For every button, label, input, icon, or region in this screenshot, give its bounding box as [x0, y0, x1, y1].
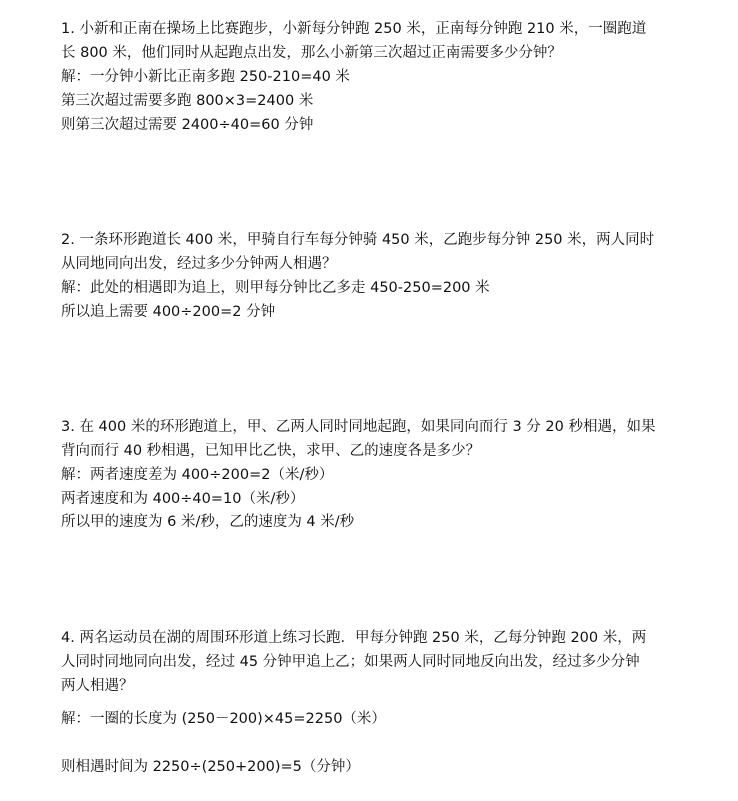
problem-3-question-line-1: 3. 在 400 米的环形跑道上，甲、乙两人同时同地起跑，如果同向而行 3 分 20 秒相遇，如果: [61, 419, 656, 435]
problem-1-solution-line-3: 则第三次超过需要 2400÷40=60 分钟: [61, 117, 314, 133]
problem-4-question-line-2: 人同时同地同向出发，经过 45 分钟甲追上乙；如果两人同时同地反向出发，经过多少分钟: [61, 654, 640, 670]
problem-3-solution-line-2: 两者速度和为 400÷40=10（米/秒）: [61, 491, 305, 507]
problem-3-solution-line-3: 所以甲的速度为 6 米/秒，乙的速度为 4 米/秒: [61, 514, 355, 530]
problem-2-solution-line-2: 所以追上需要 400÷200=2 分钟: [61, 304, 276, 320]
problem-1-question-line-1: 1. 小新和正南在操场上比赛跑步，小新每分钟跑 250 米，正南每分钟跑 210 米，一圈跑道: [61, 21, 647, 37]
problem-2-question-line-1: 2. 一条环形跑道长 400 米，甲骑自行车每分钟骑 450 米，乙跑步每分钟 250 米，两人同时: [61, 232, 655, 248]
problem-4-solution-line-2: 则相遇时间为 2250÷(250+200)=5（分钟）: [61, 759, 360, 775]
problem-3-solution-line-1: 解：两者速度差为 400÷200=2（米/秒）: [61, 467, 334, 483]
problem-1-solution-line-1: 解：一分钟小新比正南多跑 250-210=40 米: [61, 69, 350, 85]
problem-4-solution-line-1: 解：一圈的长度为 (250－200)×45=2250（米）: [61, 711, 386, 727]
problem-1-solution-line-2: 第三次超过需要多跑 800×3=2400 米: [61, 93, 314, 109]
problem-2-solution-line-1: 解：此处的相遇即为追上，则甲每分钟比乙多走 450-250=200 米: [61, 280, 490, 296]
problem-3-question-line-2: 背向而行 40 秒相遇，已知甲比乙快，求甲、乙的速度各是多少？: [61, 443, 481, 459]
problem-4-question-line-3: 两人相遇？: [61, 678, 134, 694]
problem-1-question-line-2: 长 800 米，他们同时从起跑点出发，那么小新第三次超过正南需要多少分钟？: [61, 45, 562, 61]
problem-2-question-line-2: 从同地同向出发，经过多少分钟两人相遇？: [61, 256, 337, 272]
problem-4-question-line-1: 4. 两名运动员在湖的周围环形道上练习长跑．甲每分钟跑 250 米，乙每分钟跑 200 米，两: [61, 630, 647, 646]
